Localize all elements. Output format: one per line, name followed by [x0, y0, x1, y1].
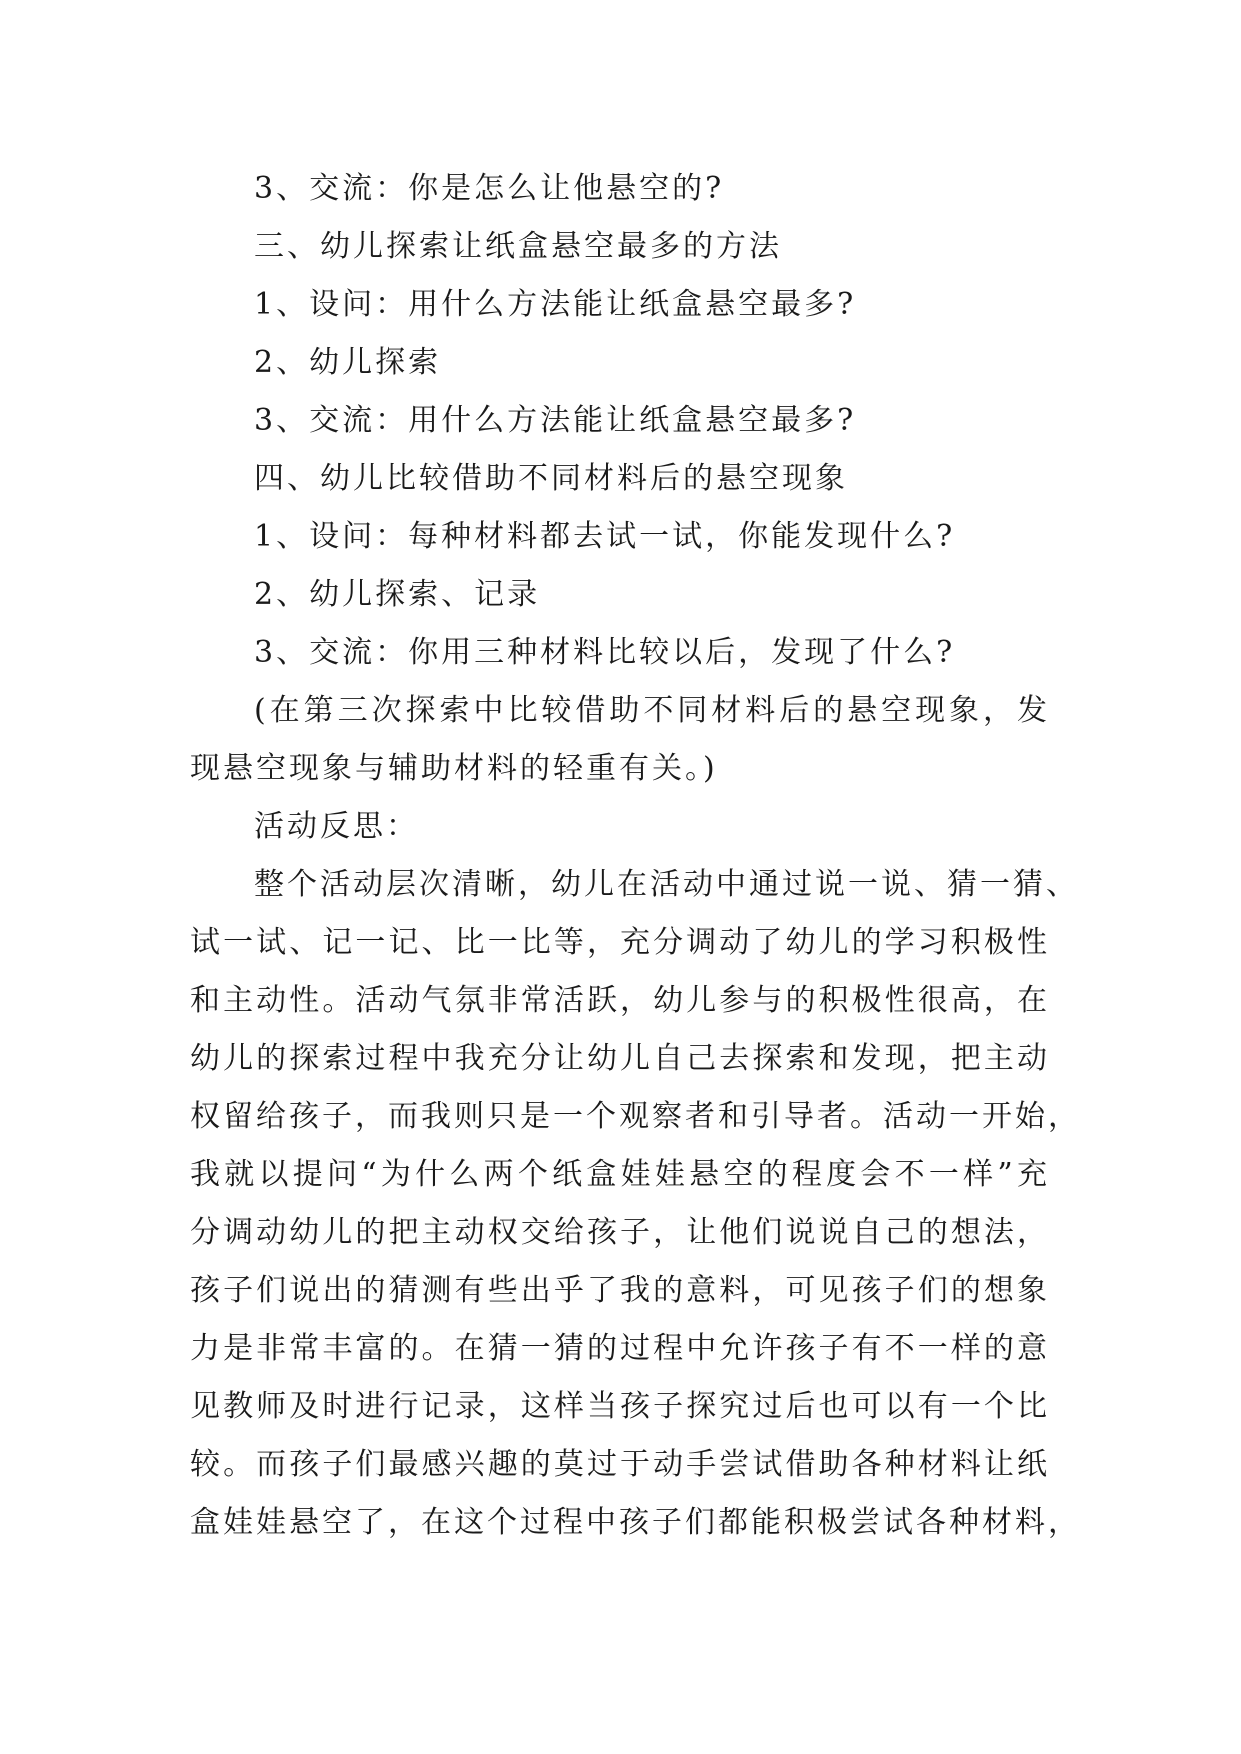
- reflection-paragraph-line: 盒娃娃悬空了，在这个过程中孩子们都能积极尝试各种材料，: [190, 1505, 1081, 1540]
- step-line: 3、交流：你用三种材料比较以后，发现了什么?: [254, 635, 956, 670]
- reflection-paragraph-line: 见教师及时进行记录，这样当孩子探究过后也可以有一个比: [190, 1389, 1050, 1424]
- section-heading: 三、幼儿探索让纸盒悬空最多的方法: [254, 229, 782, 264]
- note-paragraph-line: 现悬空现象与辅助材料的轻重有关。): [190, 751, 718, 786]
- step-line: 2、幼儿探索、记录: [254, 577, 541, 612]
- step-line: 3、交流：用什么方法能让纸盒悬空最多?: [254, 403, 857, 438]
- reflection-paragraph-line: 和主动性。活动气氛非常活跃，幼儿参与的积极性很高，在: [190, 983, 1050, 1018]
- reflection-paragraph-line: 权留给孩子，而我则只是一个观察者和引导者。活动一开始，: [190, 1099, 1081, 1134]
- reflection-paragraph-line: 较。而孩子们最感兴趣的莫过于动手尝试借助各种材料让纸: [190, 1447, 1050, 1482]
- section-heading: 四、幼儿比较借助不同材料后的悬空现象: [254, 461, 848, 496]
- reflection-paragraph-line: 试一试、记一记、比一比等，充分调动了幼儿的学习积极性: [190, 925, 1050, 960]
- reflection-paragraph-line: 力是非常丰富的。在猜一猜的过程中允许孩子有不一样的意: [190, 1331, 1050, 1366]
- step-line: 3、交流：你是怎么让他悬空的?: [254, 171, 725, 206]
- document-body: [190, 160, 1081, 1552]
- reflection-paragraph-line: 我就以提问“为什么两个纸盒娃娃悬空的程度会不一样”充: [190, 1157, 1050, 1192]
- reflection-heading: 活动反思：: [254, 809, 419, 844]
- reflection-paragraph-line: 分调动幼儿的把主动权交给孩子，让他们说说自己的想法，: [190, 1215, 1050, 1250]
- reflection-paragraph-line: 整个活动层次清晰，幼儿在活动中通过说一说、猜一猜、: [254, 867, 1079, 902]
- step-line: 1、设问：用什么方法能让纸盒悬空最多?: [254, 287, 857, 322]
- reflection-paragraph-line: 幼儿的探索过程中我充分让幼儿自己去探索和发现，把主动: [190, 1041, 1050, 1076]
- step-line: 1、设问：每种材料都去试一试，你能发现什么?: [254, 519, 956, 554]
- reflection-paragraph-line: 孩子们说出的猜测有些出乎了我的意料，可见孩子们的想象: [190, 1273, 1050, 1308]
- note-paragraph-line: (在第三次探索中比较借助不同材料后的悬空现象，发: [254, 693, 1050, 728]
- step-line: 2、幼儿探索: [254, 345, 442, 380]
